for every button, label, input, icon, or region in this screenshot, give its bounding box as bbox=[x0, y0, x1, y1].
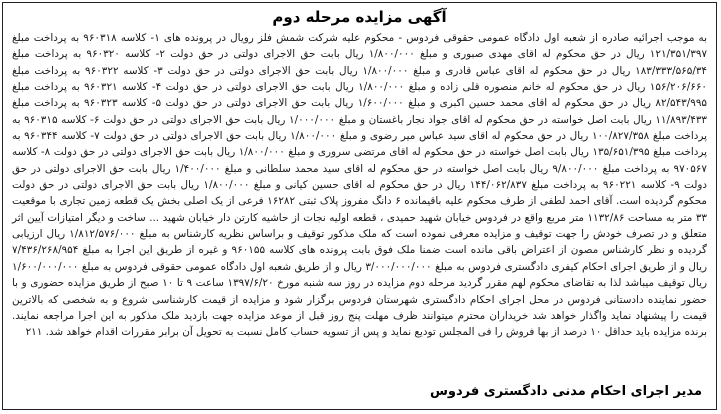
notice-title: آگهی مزایده مرحله دوم bbox=[272, 8, 447, 26]
notice-body bbox=[12, 30, 707, 341]
notice-body-paragraph: به موجب اجرائیه صادره از شعبه اول دادگاه عمومی حقوقی فردوس - محکوم علیه شرکت شمش فلز رویال در پرونده های ۱- کلاسه ۹۶۰۳۱۸ به پرداخت مبلغ ۱۲۱/۳۵۱/۳۹۷ ریال در حق محکوم له اقای مهدی صبوری و مبلغ ۱/۸۰۰/۰۰۰ ریال بابت حق الاجرای دولتی در حق دولت ۲- کلاسه ۹۶۰۳۲۰ به پرداخت مبلغ ۱۸۳/۳۳۳/۵۶۵/۳۴ ریال در حق محکوم له اقای عباس قادری و مبلغ ۱/۸۰۰/۰۰۰ ریال بابت حق الاجرای دولتی در حق دولت ۳- کلاسه ۹۶۰۳۲۲ به پرداخت مبلغ ۱۵۶/۲۰۶/۶۶۰ ریال در حق محکوم له خانم منصوره قلی زاده و مبلغ ۱/۸۰۰/۰۰۰ ریال بابت حق الاجرای دولتی در حق دولت ۴- کلاسه ۹۶۰۳۲۱ به پرداخت مبلغ ۸۲/۵۴۳/۹۹۵ ریال در حق محکوم له اقای محمد حسین اکبری و مبلغ ۱/۶۰۰/۰۰۰ ریال بابت حق الاجرای دولتی در حق دولت ۵- کلاسه ۹۶۰۳۲۳ به پرداخت مبلغ ۱۱/۸۹۳/۴۳۳ ریال بابت اصل خواسته در حق محکوم له اقای جواد نجار باغستان و مبلغ ۱/۰۰۰/۰۰۰ ریال بابت حق الاجرای دولتی در حق دولت ۶- کلاسه ۹۶۰۳۱۵ به پرداخت مبلغ ۱۰۰/۸۲۷/۳۵۸ ریال در حق محکوم له اقای سید عباس میر رضوی و مبلغ ۱/۸۰۰/۰۰۰ ریال بابت حق الاجرای دولتی در حق دولت ۷- کلاسه ۹۶۰۳۴۴ به پرداخت مبلغ ۱۳۵/۶۵۱/۳۹۵ ریال بابت اصل خواسته در حق محکوم له اقای مرتضی سروری و مبلغ ۱/۸۰۰/۰۰۰ ریال بابت حق الاجرای دولتی در حق دولت ۸- کلاسه ۹۷۰۵۶۷ به پرداخت مبلغ ۹/۸۰۰/۰۰۰ ریال بابت اصل خواسته در حق محکوم له اقای سید محمد سلطانی و مبلغ ۱/۴۰۰/۰۰۰ ریال بابت حق الاجرای دولتی در حق دولت ۹- کلاسه ۹۶۰۲۲۱ به پرداخت مبلغ ۱۴۴/۰۶۲/۸۳۷ ریال در حق محکوم له اقای حسین کیانی و مبلغ ۱/۸۰۰/۰۰۰ ریال بابت حق الاجرای دولتی در حق دولت محکوم گردیده است. آقای احمد لطفی از طرف محکوم علیه باقیمانده ۶ دانگ مفروز پلاک ثبتی ۱۶۲۸۲ فرعی از یک اصلی بخش یک قطعه زمین تجاری با موقعیت ۳۳ متر به مساحت ۱۱۳۲/۸۶ متر مربع واقع در فردوس خیابان شهید حمیدی ، قطعه اولیه نجات از حاشیه کارتن دار خیابان شهید ... ساخت و دیگر امتیازات آیین اثر متعلق و در تصرف خودش را جهت توقیف و مزایده معرفی نموده است که ملک مذکور توقیف و براساس نظریه کارشناس به مبلغ ۱/۸۱۲/۵۷۶/۰۰۰ ریال ارزیابی گردیده و نظر کارشناس مصون از اعتراض باقی مانده است ضمنا ملک فوق بابت پرونده های کلاسه ۹۶۰۱۵۵ و غیره از طریق این اجرا به مبلغ ۷/۴۳۶/۲۶۸/۹۵۴ ریال و از طریق اجرای احکام کیفری دادگستری فردوس به مبلغ ۳/۰۰۰/۰۰۰/۰۰۰ ریال و از طریق شعبه اول دادگاه عمومی حقوقی فردوس به مبلغ ۱/۶۰۰/۰۰۰/۰۰۰ ریال توقیف میباشد لذا به تقاضای محکوم لهم مقرر گردید مرحله دوم مزایده در روز سه شنبه مورخ ۱۳۹۷/۶/۲۰ ساعت ۹ تا ۱۰ صبح از طریق مزایده حضوری و با حضور نماینده دادستانی فردوس در محل اجرای احکام دادگستری شهرستان فردوس برگزار شود و مزایده از قیمت کارشناسی شروع و به شخصی که بالاترین قیمت را پیشنهاد نماید واگذار خواهد شد خریداران محترم میتوانند ظرف مهلت پنج روز قبل از موعد مزایده جهت بازدید ملک مذکور به این اجرا مراجعه نمایند. برنده مزایده باید حداقل ۱۰ درصد از بها فروش را فی المجلس تودیع نماید و پس از تسویه حساب کامل نسبت به تحویل آن برابر مقررات اقدام خواهد شد. ۲۱۱ bbox=[12, 32, 708, 339]
notice-box bbox=[2, 2, 717, 410]
notice-signature: مدیر اجرای احکام مدنی دادگستری فردوس bbox=[429, 384, 702, 399]
